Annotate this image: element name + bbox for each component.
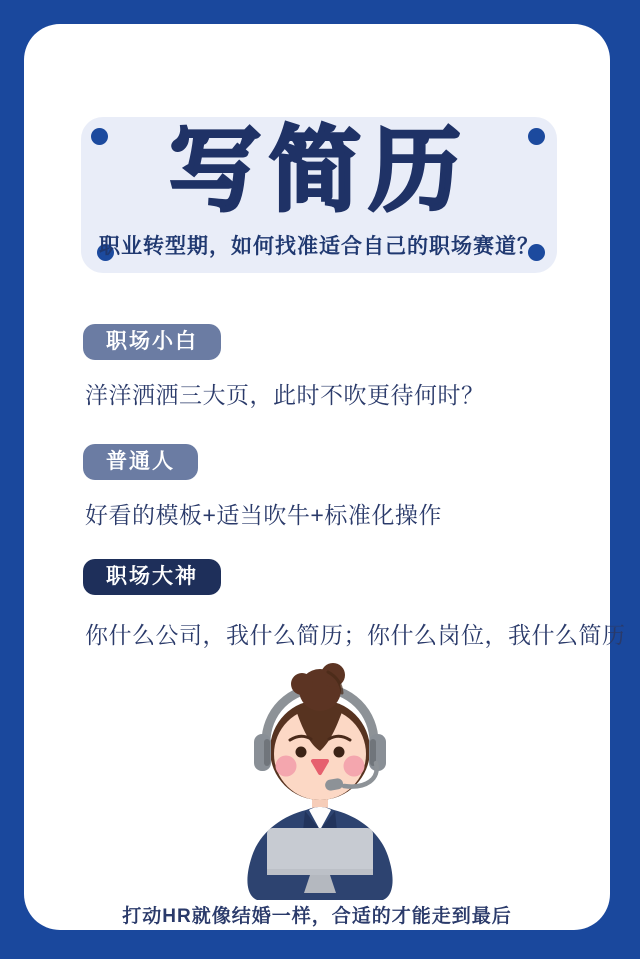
section-tag-newbie: 职场小白 xyxy=(83,324,221,360)
cheek-left xyxy=(276,756,297,777)
poster-title: 写简历 xyxy=(168,120,469,222)
section-text-ordinary: 好看的模板+适当吹牛+标准化操作 xyxy=(85,502,442,528)
poster-subtitle: 职业转型期，如何找准适合自己的职场赛道？ xyxy=(99,235,539,258)
section-tag-ordinary: 普通人 xyxy=(83,444,198,480)
footer-quote: 打动HR就像结婚一样，合适的才能走到最后 xyxy=(122,906,512,927)
title-banner xyxy=(81,117,557,273)
poster-card xyxy=(24,24,626,930)
cheek-right xyxy=(344,756,365,777)
section-text-master: 你什么公司，我什么简历；你什么岗位，我什么简历 xyxy=(85,622,626,648)
customer-service-illustration xyxy=(230,660,410,910)
eye-left xyxy=(296,747,307,758)
eye-right xyxy=(334,747,345,758)
section-text-newbie: 洋洋洒洒三大页，此时不吹更待何时？ xyxy=(85,382,485,408)
section-tag-master: 职场大神 xyxy=(83,559,221,595)
